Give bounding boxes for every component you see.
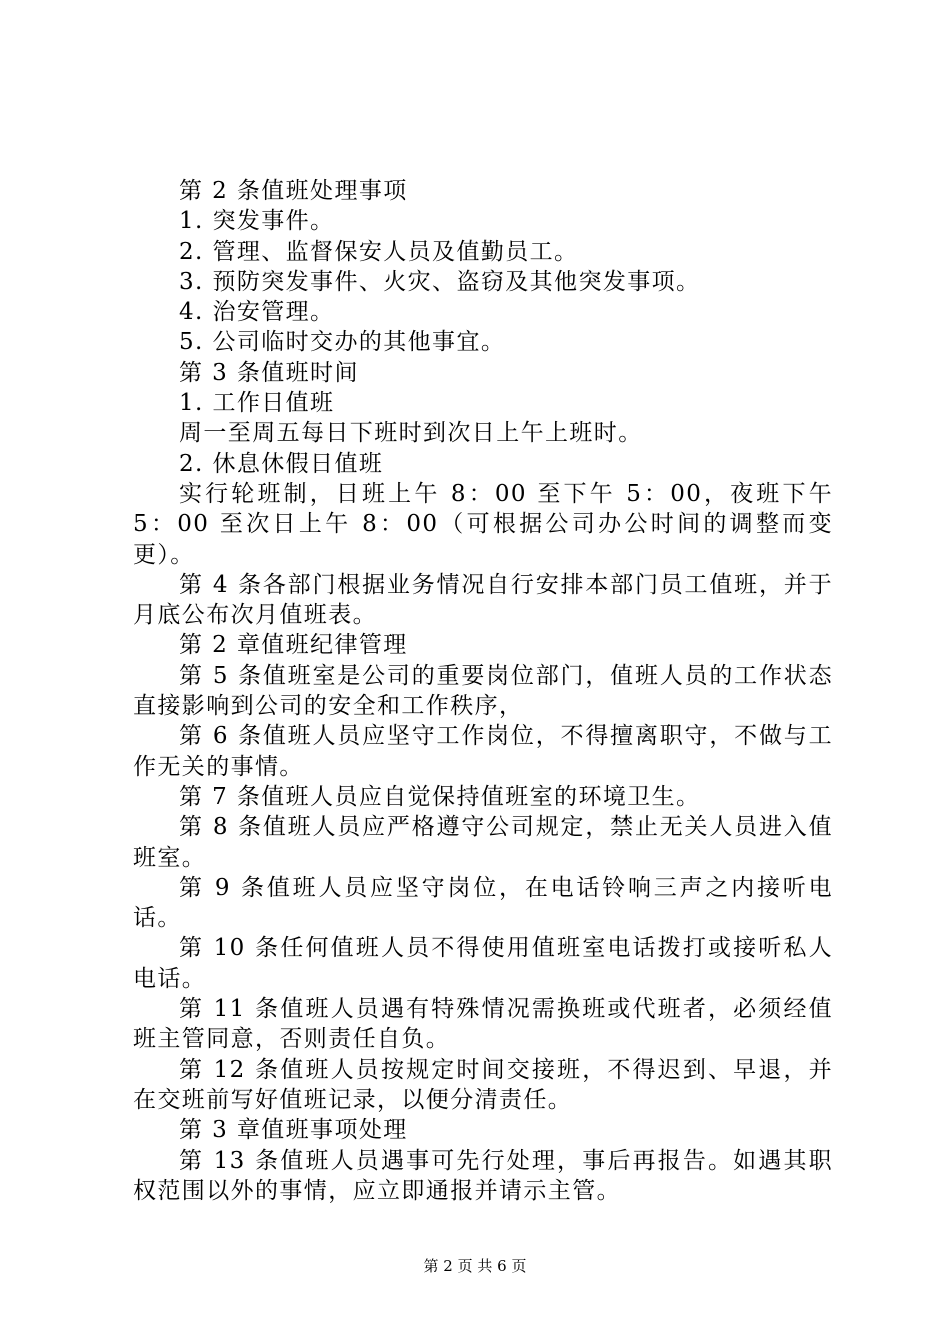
- paragraph: 第 3 条值班时间: [179, 359, 359, 386]
- paragraph: 周一至周五每日下班时到次日上午上班时。: [179, 420, 643, 447]
- paragraph: 3. 预防突发事件、火灾、盗窃及其他突发事项。: [179, 268, 701, 295]
- paragraph: 4. 治安管理。: [179, 299, 335, 326]
- page-footer: 第 2 页 共 6 页: [423, 1257, 527, 1275]
- paragraph: 第 3 章值班事项处理: [179, 1117, 408, 1144]
- paragraph: 1. 工作日值班: [179, 390, 335, 417]
- paragraph: 2. 休息休假日值班: [179, 450, 384, 477]
- document-body: [133, 176, 833, 1206]
- paragraph: 实行轮班制，日班上午 8：00 至下午 5：00，夜班下午 5：00 至次日上午 8：00（可根据公司办公时间的调整而变更）。: [133, 480, 833, 568]
- paragraph: 第 2 章值班纪律管理: [179, 632, 408, 659]
- paragraph: 第 11 条值班人员遇有特殊情况需换班或代班者，必须经值班主管同意，否则责任自负。: [133, 996, 833, 1053]
- paragraph: 5. 公司临时交办的其他事宜。: [179, 329, 506, 356]
- paragraph: 第 9 条值班人员应坚守岗位，在电话铃响三声之内接听电话。: [133, 874, 833, 932]
- paragraph: 2. 管理、监督保安人员及值勤员工。: [179, 238, 579, 265]
- paragraph: 第 4 条各部门根据业务情况自行安排本部门员工值班，并于月底公布次月值班表。: [133, 571, 833, 629]
- paragraph: 第 8 条值班人员应严格遵守公司规定，禁止无关人员进入值班室。: [133, 814, 833, 871]
- paragraph: 1. 突发事件。: [179, 208, 335, 235]
- paragraph: 第 2 条值班处理事项: [179, 178, 408, 204]
- paragraph: 第 6 条值班人员应坚守工作岗位，不得擅离职守，不做与工作无关的事情。: [133, 723, 833, 780]
- paragraph: 第 7 条值班人员应自觉保持值班室的环境卫生。: [179, 783, 701, 810]
- paragraph: 第 13 条值班人员遇事可先行处理，事后再报告。如遇其职权范围以外的事情，应立即通报并请示主管。: [133, 1147, 833, 1204]
- paragraph: 第 12 条值班人员按规定时间交接班，不得迟到、早退，并在交班前写好值班记录，以便分清责任。: [133, 1056, 833, 1113]
- paragraph: 第 10 条任何值班人员不得使用值班室电话拨打或接听私人电话。: [133, 935, 833, 992]
- paragraph: 第 5 条值班室是公司的重要岗位部门，值班人员的工作状态直接影响到公司的安全和工作秩序，: [133, 662, 833, 720]
